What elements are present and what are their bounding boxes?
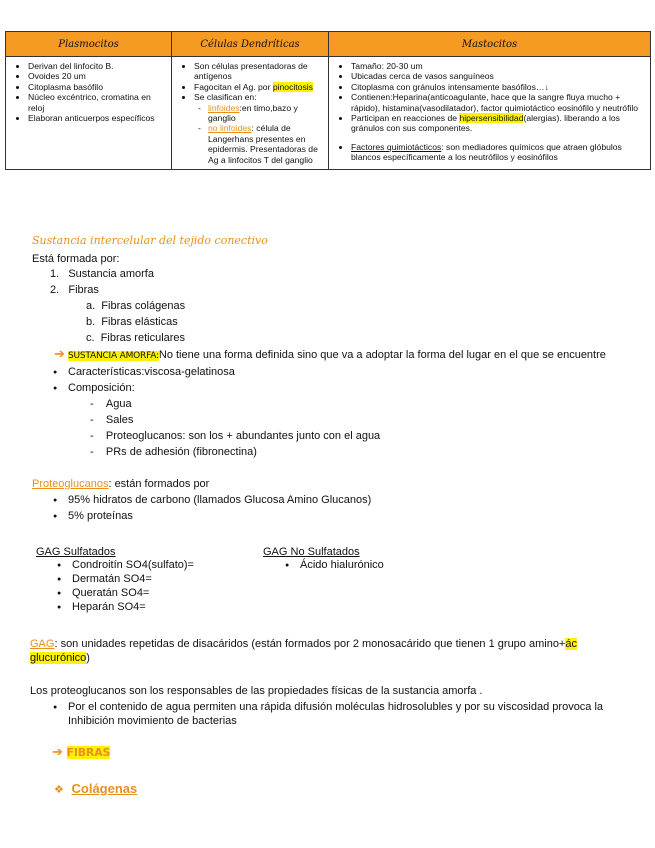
numbered-item: 2. Fibras bbox=[50, 284, 99, 296]
list-item: • Elaboran anticuerpos específicos bbox=[28, 113, 165, 123]
sub-item: b. Fibras elásticas bbox=[86, 316, 178, 328]
section-title: Sustancia intercelular del tejido conectivo bbox=[32, 234, 268, 247]
list-item: ● Dermatán SO4= bbox=[72, 572, 152, 586]
list-item: • Ubicadas cerca de vasos sanguíneos bbox=[351, 71, 644, 81]
link-linfoides[interactable]: linfoides bbox=[208, 102, 240, 113]
list-item: • Fagocitan el Ag. por pinocitosis bbox=[194, 82, 322, 92]
gag-sulfatados-title: GAG Sulfatados bbox=[36, 546, 116, 558]
proteo-responsables: Los proteoglucanos son los responsables de las propiedades físicas de la sustancia amorfa . bbox=[30, 685, 483, 697]
list-item: • Son células presentadoras de antígenos bbox=[194, 61, 322, 82]
gag-no-sulfatados-title: GAG No Sulfatados bbox=[263, 546, 360, 558]
list-item: ● Composición: bbox=[68, 381, 135, 395]
header-mastocitos: Mastocitos bbox=[329, 32, 651, 57]
dash-item: - Proteoglucanos: son los + abundantes junto con el agua bbox=[90, 430, 381, 442]
list-item: • Factores quimiotácticos: son mediadores químicos que atraen glóbulos blancos específicamente a los neutrófilos y eosinófilos bbox=[351, 142, 644, 163]
list-item: ● Heparán SO4= bbox=[72, 600, 146, 614]
sub-item: - linfoides:en timo,bazo y ganglio bbox=[208, 103, 322, 124]
proteo-line: Proteoglucanos: están formados por bbox=[32, 478, 210, 490]
arrow-icon: ➔ bbox=[54, 346, 65, 361]
list-item: • Citoplasma con gránulos intensamente basófilos…↓ bbox=[351, 82, 644, 92]
list-item: • Tamaño: 20-30 um bbox=[351, 61, 644, 71]
arrow-icon: ➔ bbox=[52, 744, 63, 759]
list-item: • Participan en reacciones de hipersensibilidad(alergias). liberando a los gránulos con sus componentes. bbox=[351, 113, 644, 134]
list-item: ● Ácido hialurónico bbox=[300, 558, 384, 572]
list-item: ● Características:viscosa-gelatinosa bbox=[68, 365, 235, 379]
link-gag[interactable]: GAG bbox=[30, 638, 55, 650]
dendriticas-cell bbox=[172, 57, 329, 170]
link-proteoglucanos[interactable]: Proteoglucanos bbox=[32, 478, 109, 490]
colagenas-heading: ❖ Colágenas bbox=[54, 781, 138, 796]
cell-types-table bbox=[5, 31, 651, 170]
sub-item: a. Fibras colágenas bbox=[86, 300, 186, 312]
list-item: • Citoplasma basófilo bbox=[28, 82, 165, 92]
highlight-hipersensibilidad: hipersensibilidad bbox=[459, 113, 524, 124]
plasmocitos-cell bbox=[6, 57, 172, 170]
highlight-pinocitosis: pinocitosis bbox=[272, 81, 313, 92]
list-item: • Se clasifican en: - linfoides:en timo,bazo y ganglio - no linfoides: célula de Langerhans presentes en epidermis. Presentadoras de Ag a linfocitos T del ganglio bbox=[194, 92, 322, 165]
highlight-ac-glucuronico: ác glucurónico bbox=[30, 638, 577, 664]
list-item: • Núcleo excéntrico, cromatina en reloj bbox=[28, 92, 165, 113]
link-no-linfoides[interactable]: no linfoides bbox=[208, 123, 252, 134]
sub-item: - no linfoides: célula de Langerhans presentes en epidermis. Presentadoras de Ag a linfocitos T del ganglio bbox=[208, 123, 322, 165]
dash-item: - PRs de adhesión (fibronectina) bbox=[90, 446, 257, 458]
list-item: ● Condroitín SO4(sulfato)= bbox=[72, 558, 194, 572]
list-item: ● 5% proteínas bbox=[68, 509, 133, 523]
formada-por: Está formada por: bbox=[32, 253, 120, 265]
list-item: • Derivan del linfocito B. bbox=[28, 61, 165, 71]
amorfa-line: ➔ SUSTANCIA AMORFA:No tiene una forma definida sino que va a adoptar la forma del lugar en el que se encuentre bbox=[54, 346, 606, 361]
list-item: ● Por el contenido de agua permiten una rápida difusión moléculas hidrosolubles y por su viscosidad provoca la Inhibición movimiento de bacterias bbox=[68, 700, 608, 728]
header-plasmocitos: Plasmocitos bbox=[6, 32, 172, 57]
sub-item: c. Fibras reticulares bbox=[86, 332, 186, 344]
list-item: ● 95% hidratos de carbono (llamados Glucosa Amino Glucanos) bbox=[68, 493, 371, 507]
fibras-heading: ➔ FIBRAS bbox=[52, 744, 111, 759]
list-item: • Ovoides 20 um bbox=[28, 71, 165, 81]
list-item: • Contienen:Heparina(anticoagulante, hace que la sangre fluya mucho + rápido), histamina(vasodilatador), factor quimiotáctico eosinófilo y neutrófilo bbox=[351, 92, 644, 113]
dash-item: - Sales bbox=[90, 414, 134, 426]
header-dendriticas: Células Dendríticas bbox=[172, 32, 329, 57]
list-item: ● Queratán SO4= bbox=[72, 586, 149, 600]
diamond-icon: ❖ bbox=[54, 784, 64, 796]
gag-definition: GAG: son unidades repetidas de disacáridos (están formados por 2 monosacárido que tienen 1 grupo amino+ác glucurónico) bbox=[30, 638, 577, 664]
amorfa-label: SUSTANCIA AMORFA: bbox=[67, 351, 159, 361]
numbered-item: 1. Sustancia amorfa bbox=[50, 268, 154, 280]
mastocitos-cell bbox=[329, 57, 651, 170]
dash-item: - Agua bbox=[90, 398, 132, 410]
